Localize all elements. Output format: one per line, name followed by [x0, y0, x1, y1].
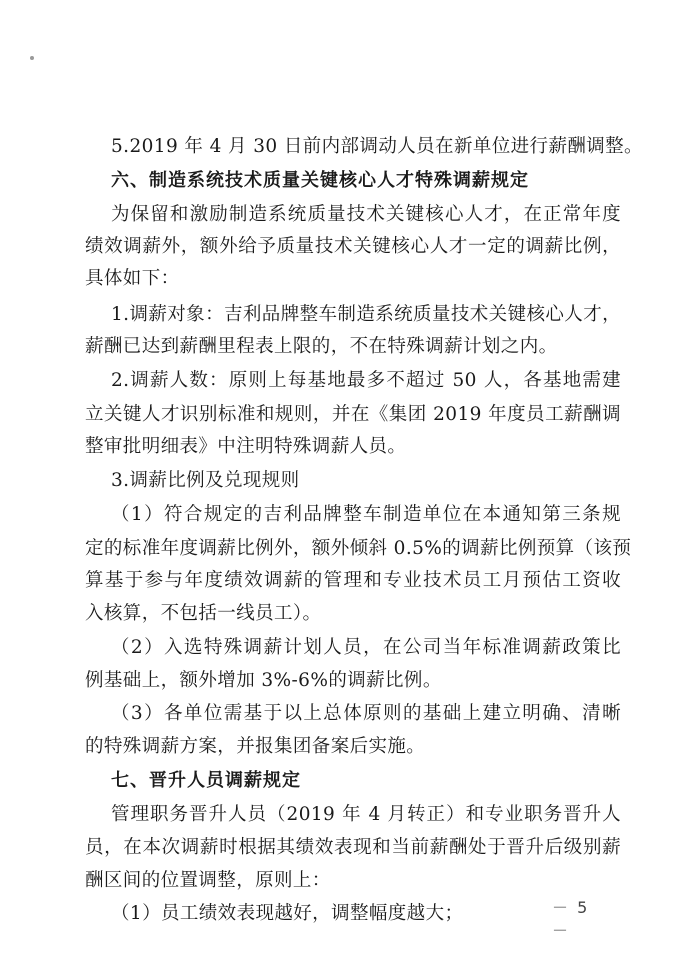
paragraph-line: 的特殊调薪方案，并报集团备案后实施。 — [85, 736, 426, 757]
paragraph-line: 例基础上，额外增加 3%-6%的调薪比例。 — [85, 670, 442, 691]
paragraph-line: （2）入选特殊调薪计划人员，在公司当年标准调薪政策比 — [111, 637, 621, 658]
scan-speck — [30, 56, 34, 60]
paragraph-line: 绩效调薪外，额外给予质量技术关键核心人才一定的调薪比例， — [85, 236, 621, 257]
paragraph-line: 3.调薪比例及兑现规则 — [111, 470, 300, 491]
paragraph-line: 2.调薪人数：原则上每基地最多不超过 50 人，各基地需建 — [111, 370, 621, 391]
paragraph-line: （1）符合规定的吉利品牌整车制造单位在本通知第三条规 — [111, 504, 621, 525]
paragraph-line: （3）各单位需基于以上总体原则的基础上建立明确、清晰 — [111, 703, 621, 724]
paragraph-line: 定的标准年度调薪比例外，额外倾斜 0.5%的调薪比例预算（该预 — [85, 538, 632, 559]
paragraph-line: 算基于参与年度绩效调薪的管理和专业技术员工月预估工资收 — [85, 570, 621, 591]
paragraph-line: 1.调薪对象：吉利品牌整车制造系统质量技术关键核心人才， — [111, 304, 621, 325]
paragraph-line: （1）员工绩效表现越好，调整幅度越大； — [111, 903, 464, 924]
paragraph-line: 入核算，不包括一线员工）。 — [85, 603, 322, 624]
paragraph-line: 整审批明细表》中注明特殊调薪人员。 — [85, 436, 407, 457]
paragraph-line: 员，在本次调薪时根据其绩效表现和当前薪酬处于晋升后级别薪 — [85, 837, 621, 858]
paragraph-line: 具体如下： — [85, 268, 180, 289]
paragraph-line: 5.2019 年 4 月 30 日前内部调动人员在新单位进行薪酬调整。 — [111, 136, 643, 157]
paragraph-line: 薪酬已达到薪酬里程表上限的，不在特殊调薪计划之内。 — [85, 336, 558, 357]
paragraph-line: 为保留和激励制造系统质量技术关键核心人才，在正常年度 — [111, 204, 621, 225]
paragraph-line: 酬区间的位置调整，原则上： — [85, 870, 331, 891]
page-number: － 5 － — [552, 898, 590, 940]
section-heading-six: 六、制造系统技术质量关键核心人才特殊调薪规定 — [111, 170, 529, 191]
section-heading-seven: 七、晋升人员调薪规定 — [111, 770, 301, 791]
paragraph-line: 管理职务晋升人员（2019 年 4 月转正）和专业职务晋升人 — [111, 804, 621, 825]
paragraph-line: 立关键人才识别标准和规则，并在《集团 2019 年度员工薪酬调 — [85, 404, 621, 425]
